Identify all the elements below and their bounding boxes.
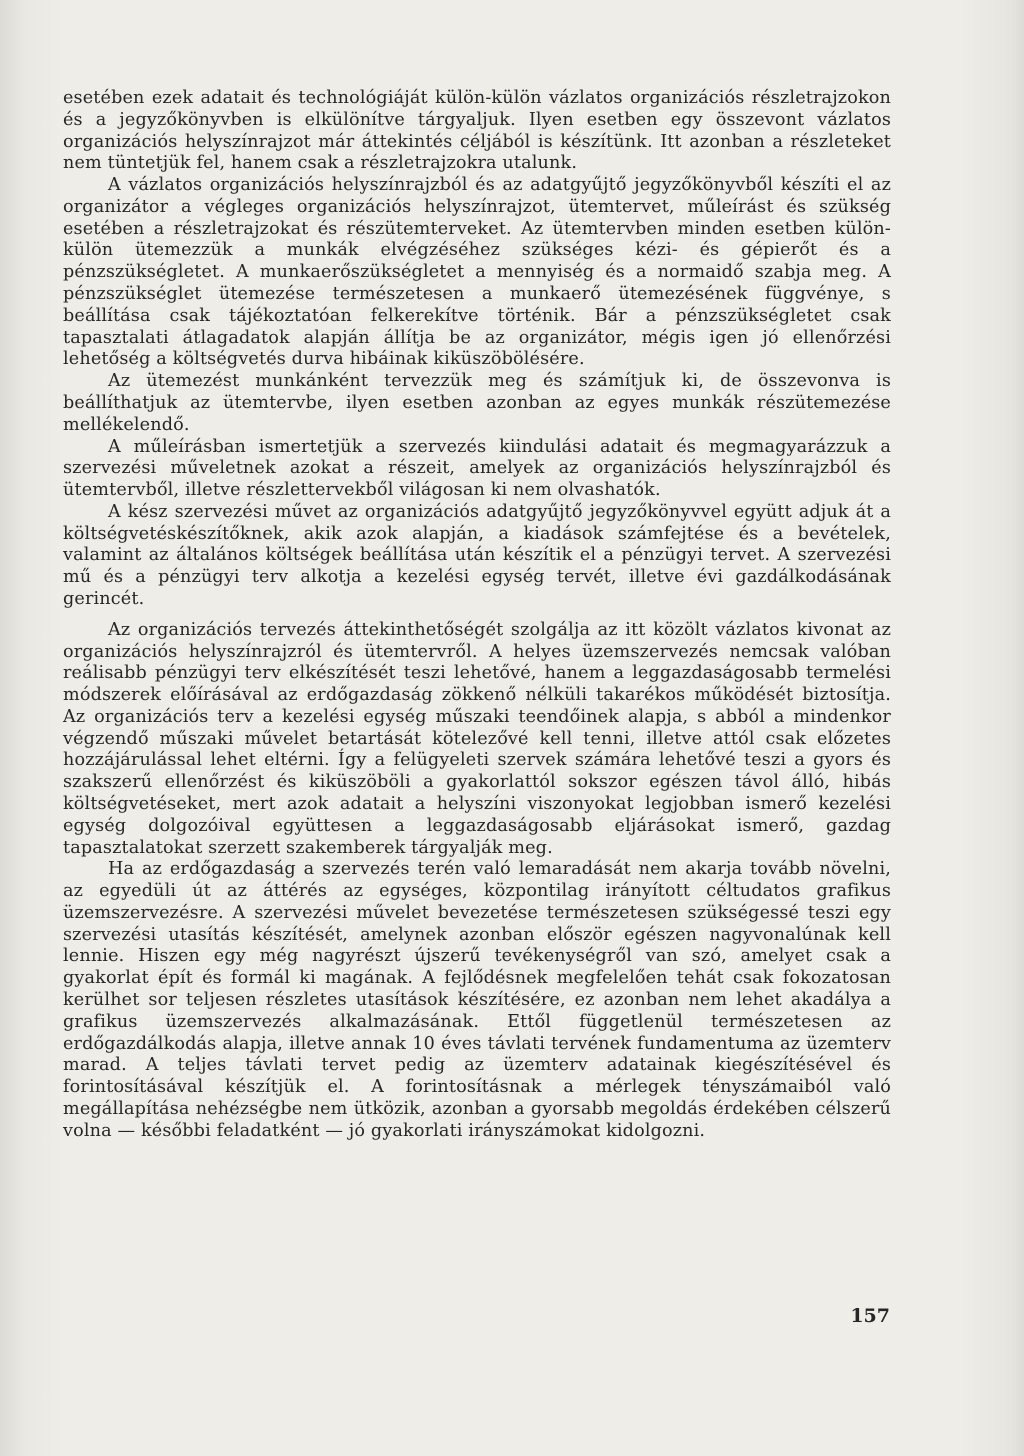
page-number: 157 [850, 1305, 890, 1327]
body-text [63, 88, 891, 1143]
paragraph-6: Az organizációs tervezés áttekinthetőségét szolgálja az itt közölt vázlatos kivonat az organizációs helyszínrajzról és ütemtervről. A helyes üzemszervezés nemcsak valóban reálisabb pénzügyi terv elkészítését teszi lehetővé, hanem a leggazdaságosabb termelési módszerek előírásával az erdőgazdaság zökkenő nélküli takarékos működését biztosítja. Az organizációs terv a kezelési egység műszaki teendőinek alapja, s abból a mindenkor végzendő műszaki művelet betartását kötelezővé kell tenni, illetve attól csak előzetes hozzájárulással lehet eltérni. Így a felügyeleti szervek számára lehetővé teszi a gyors és szakszerű ellenőrzést és kiküszöböli a gyakorlattól sokszor egészen távol álló, hibás költségvetéseket, mert azok adatait a helyszíni viszonyokat legjobban ismerő kezelési egység dolgozóival együttesen a leggazdaságosabb eljárásokat ismerő, gazdag tapasztalatokat szerzett szakemberek tárgyalják meg. [63, 619, 891, 858]
paragraph-4: A műleírásban ismertetjük a szervezés kiindulási adatait és megmagyarázzuk a szervezési műveletnek azokat a részeit, amelyek az organizációs helyszínrajzból és ütemtervből, illetve részlettervekből világosan ki nem olvashatók. [63, 436, 891, 501]
paragraph-2: A vázlatos organizációs helyszínrajzból és az adatgyűjtő jegyzőkönyvből készíti el az organizátor a végleges organizációs helyszínrajzot, ütemtervet, műleírást és szükség esetében a részletrajzokat és részütemterveket. Az ütemtervben minden esetben külön-külön ütemezzük a munkák elvégzéséhez szükséges kézi- és gépierőt és a pénzszükségletet. A munkaerőszükségletet a mennyiség és a normaidő szabja meg. A pénzszükséglet ütemezése természetesen a munkaerő ütemezésének függvénye, s beállítása csak tájékoztatóan felkerekítve történik. Bár a pénzszükségletet csak tapasztalati átlagadatok alapján állítja be az organizátor, mégis igen jó ellenőrzési lehetőség a költségvetés durva hibáinak kiküszöbölésére. [63, 175, 891, 370]
paragraph-5: A kész szervezési művet az organizációs adatgyűjtő jegyzőkönyvvel együtt adjuk át a költségvetéskészítőknek, akik azok alapján, a kiadások számfejtése és a bevételek, valamint az általános költségek beállítása után készítik el a pénzügyi tervet. A szervezési mű és a pénzügyi terv alkotja a kezelési egység tervét, illetve évi gazdálkodásának gerincét. [63, 501, 891, 609]
paragraph-7: Ha az erdőgazdaság a szervezés terén való lemaradását nem akarja tovább növelni, az egyedüli út az áttérés az egységes, központilag irányított céltudatos grafikus üzemszervezésre. A szervezési művelet bevezetése természetesen szükségessé teszi egy szervezési utasítás készítését, amelynek azonban először egészen nagyvonalúnak kell lennie. Hiszen egy még nagyrészt újszerű tevékenységről van szó, amelyet csak a gyakorlat épít és formál ki magának. A fejlődésnek megfelelően tehát csak fokozatosan kerülhet sor teljesen részletes utasítások készítésére, ez azonban nem lehet akadálya a grafikus üzemszervezés alkalmazásának. Ettől függetlenül természetesen az erdőgazdálkodás alapja, illetve annak 10 éves távlati tervének fundamentuma az üzemterv marad. A teljes távlati tervet pedig az üzemterv adatainak kiegészítésével és forintosításával készítjük el. A forintosításnak a mérlegek tényszámaiból való megállapítása nehézségbe nem ütközik, azonban a gyorsabb megoldás érdekében célszerű volna — későbbi feladatként — jó gyakorlati irányszámokat kidolgozni. [63, 859, 891, 1141]
paragraph-1: esetében ezek adatait és technológiáját külön-külön vázlatos organizációs részletrajzokon és a jegyzőkönyvben is elkülönítve tárgyaljuk. Ilyen esetben egy összevont vázlatos organizációs helyszínrajzot már áttekintés céljából is készítünk. Itt azonban a részleteket nem tüntetjük fel, hanem csak a részletrajzokra utalunk. [63, 88, 891, 174]
paragraph-3: Az ütemezést munkánként tervezzük meg és számítjuk ki, de összevonva is beállíthatjuk az ütemtervbe, ilyen esetben azonban az egyes munkák részütemezése mellékelendő. [63, 371, 891, 435]
